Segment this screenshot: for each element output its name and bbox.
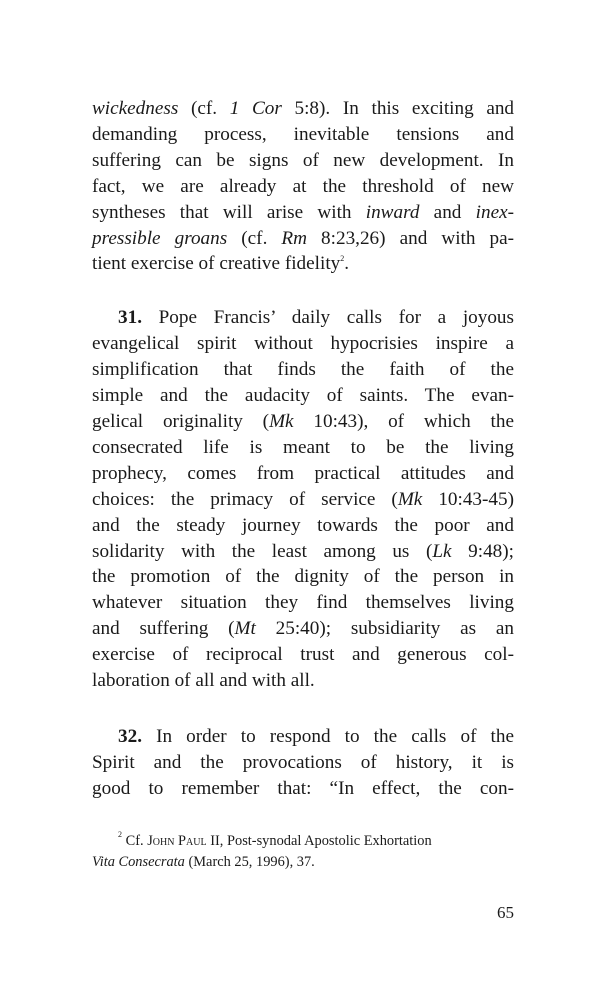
scripture-ref: Lk bbox=[432, 540, 452, 562]
footnote bbox=[92, 831, 514, 873]
footnote-number: 2 bbox=[118, 830, 122, 839]
text: . bbox=[344, 253, 350, 275]
text-line bbox=[92, 200, 514, 226]
text-line: exercise of reciprocal trust and generous col- bbox=[92, 644, 514, 666]
text: 8:23,26) and with pa- bbox=[307, 227, 514, 249]
text-line: the promotion of the dignity of the person in bbox=[92, 566, 514, 588]
text-line bbox=[92, 409, 514, 435]
paragraph-number: 32. bbox=[118, 725, 142, 747]
text: 9:48); bbox=[451, 540, 514, 562]
text-line: simplification that finds the faith of the bbox=[92, 359, 514, 381]
text-line bbox=[92, 487, 514, 513]
text-line bbox=[92, 305, 514, 331]
text-line: suffering can be signs of new development. In bbox=[92, 149, 514, 171]
text: syntheses that will arise with bbox=[92, 201, 366, 223]
text-line: prophecy, comes from practical attitudes and bbox=[92, 462, 514, 484]
text: (March 25, 1996), 37. bbox=[184, 854, 315, 870]
scripture-ref: Mk bbox=[269, 410, 294, 432]
text-line: good to remember that: “In effect, the con- bbox=[92, 777, 514, 799]
text: , Post-synodal Apostolic Exhortation bbox=[219, 833, 432, 849]
italic-text: inward bbox=[365, 201, 420, 223]
page-number: 65 bbox=[497, 903, 514, 922]
paragraph-spacer bbox=[92, 277, 514, 305]
text: choices: the primacy of service ( bbox=[92, 488, 398, 510]
footnote-line bbox=[92, 852, 514, 873]
paragraph-31 bbox=[92, 305, 514, 694]
text-line: and the steady journey towards the poor and bbox=[92, 514, 514, 536]
text-line: demanding process, inevitable tensions and bbox=[92, 123, 514, 145]
text-line bbox=[92, 226, 514, 252]
text: In order to respond to the calls of the bbox=[141, 725, 514, 747]
text: 10:43-45) bbox=[422, 488, 514, 510]
text: gelical originality ( bbox=[92, 410, 270, 432]
text: (cf. bbox=[227, 227, 282, 249]
text-line: simple and the audacity of saints. The evan- bbox=[92, 385, 514, 407]
text-line bbox=[92, 251, 514, 277]
scripture-ref: Mt bbox=[234, 618, 256, 640]
text: solidarity with the least among us ( bbox=[92, 540, 433, 562]
text-line bbox=[92, 724, 514, 750]
text-line bbox=[92, 616, 514, 642]
text-line: fact, we are already at the threshold of new bbox=[92, 175, 514, 197]
paragraph-30-continuation bbox=[92, 96, 514, 277]
text: Pope Francis’ daily calls for a joyous bbox=[141, 307, 514, 329]
italic-text: inex- bbox=[475, 201, 514, 223]
footnote-line bbox=[92, 831, 514, 852]
scripture-ref: 1 Cor bbox=[229, 98, 282, 119]
scripture-ref: Mk bbox=[397, 488, 423, 510]
text: and suffering ( bbox=[92, 618, 235, 640]
text: and bbox=[419, 201, 476, 223]
paragraph-32 bbox=[92, 724, 514, 802]
paragraph-spacer bbox=[92, 694, 514, 724]
italic-text: pressible groans bbox=[92, 227, 228, 249]
scripture-ref: Rm bbox=[281, 227, 307, 249]
text: tient exercise of creative fidelity bbox=[92, 253, 341, 275]
italic-text: wickedness bbox=[92, 98, 179, 119]
text-line: consecrated life is meant to be the living bbox=[92, 436, 514, 458]
text: 5:8). In this exciting and bbox=[281, 98, 515, 119]
text-line bbox=[92, 96, 514, 122]
text-line: Spirit and the provocations of history, it is bbox=[92, 751, 514, 773]
text-line: evangelical spirit without hypocrisies inspire a bbox=[92, 333, 514, 355]
text-line: whatever situation they find themselves living bbox=[92, 592, 514, 614]
paragraph-number: 31. bbox=[118, 307, 142, 329]
page-body bbox=[92, 96, 514, 802]
text: Cf. bbox=[122, 833, 148, 849]
text: 10:43), of which the bbox=[293, 410, 514, 432]
text: (cf. bbox=[178, 98, 230, 119]
text: 25:40); subsidiarity as an bbox=[255, 618, 514, 640]
text-line: laboration of all and with all. bbox=[92, 670, 315, 692]
author-name: John Paul II bbox=[147, 833, 220, 849]
footnote-marker[interactable]: 2 bbox=[340, 254, 345, 264]
text-line bbox=[92, 539, 514, 565]
document-title: Vita Consecrata bbox=[92, 854, 185, 870]
